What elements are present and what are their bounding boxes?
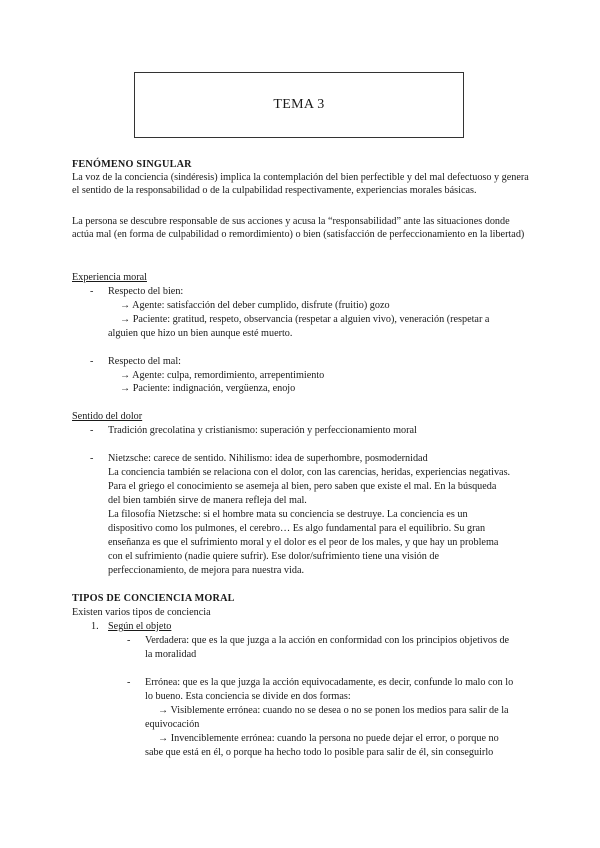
nietzsche-line-9: perfeccionamiento, de mejora para nuestra vida. <box>108 565 305 576</box>
title-box <box>134 72 464 138</box>
paragraph-responsabilidad: La persona se descubre responsable de sus acciones y acusa la “responsabilidad” ante las situaciones donde actúa mal (en forma de culpabilidad o remordimiento) o bien (satisfacción de perfeccionamiento en la libertad) <box>72 216 525 241</box>
bullet-dash: - <box>127 635 131 646</box>
bullet-dash: - <box>127 677 131 688</box>
bullet-respecto-mal: Respecto del mal: <box>108 356 181 367</box>
nietzsche-line-5: La filosofía Nietzsche: si el hombre mata su conciencia se destruye. La conciencia es un <box>108 509 468 520</box>
erronea-line-1: Errónea: que es la que juzga la acción equivocadamente, es decir, confunde lo malo con lo <box>145 677 514 688</box>
nietzsche-line-4: del bien también sirve de manera refleja del mal. <box>108 495 307 506</box>
nietzsche-line-1: Nietzsche: carece de sentido. Nihilismo: idea de superhombre, posmodernidad <box>108 453 428 464</box>
tipos-intro: Existen varios tipos de conciencia <box>72 607 211 618</box>
nietzsche-line-7: enseñanza es que el sufrimiento moral y el dolor es el peor de los males, y que hay un problema <box>108 537 499 548</box>
bullet-respecto-bien: Respecto del bien: <box>108 286 184 297</box>
bullet-dash: - <box>90 286 94 297</box>
visiblemente-erronea-line-2: equivocación <box>145 719 200 730</box>
nietzsche-line-8: con el sufrimiento (nadie quiere sufrir). Ese dolor/sufrimiento tiene una visión de <box>108 551 439 562</box>
section-heading-tipos: TIPOS DE CONCIENCIA MORAL <box>72 593 235 604</box>
page-title: TEMA 3 <box>273 97 325 113</box>
nietzsche-line-6: dispositivo como los pulmones, el cerebro… Es algo fundamental para el equilibrio. Su gran <box>108 523 486 534</box>
invenciblemente-erronea-line-1: → Invenciblemente errónea: cuando la persona no puede dejar el error, o porque no <box>158 733 499 744</box>
verdadera-line-2: la moralidad <box>145 649 197 660</box>
section-heading-experiencia: Experiencia moral <box>72 272 147 283</box>
mal-paciente-line: → Paciente: indignación, vergüenza, enojo <box>120 383 296 394</box>
erronea-line-2: lo bueno. Esta conciencia se divide en dos formas: <box>145 691 351 702</box>
visiblemente-erronea-line-1: → Visiblemente errónea: cuando no se desea o no se ponen los medios para salir de la <box>158 705 509 716</box>
bullet-dash: - <box>90 453 94 464</box>
bullet-tradicion: Tradición grecolatina y cristianismo: superación y perfeccionamiento moral <box>108 425 417 436</box>
section-heading-fenomeno: FENÓMENO SINGULAR <box>72 159 192 170</box>
section-heading-dolor: Sentido del dolor <box>72 411 143 422</box>
nietzsche-line-3: Para el griego el conocimiento se asemeja al bien, pero saben que existe el mal. En la búsqueda <box>108 481 497 492</box>
bullet-dash: - <box>90 425 94 436</box>
list-item-segun-objeto: Según el objeto <box>108 621 172 632</box>
bullet-dash: - <box>90 356 94 367</box>
bien-agente-line: → Agente: satisfacción del deber cumplido, disfrute (fruitio) gozo <box>120 300 390 311</box>
bien-paciente-line-2: alguien que hizo un bien aunque esté muerto. <box>108 328 293 339</box>
paragraph-sinderesis: La voz de la conciencia (sindéresis) implica la contemplación del bien perfectible y del mal defectuoso y genera el sentido de la responsabilidad o de la culpabilidad respectivamente, experiencias morales básicas. <box>72 172 529 197</box>
mal-agente-line: → Agente: culpa, remordimiento, arrepentimiento <box>120 370 325 381</box>
list-number: 1. <box>91 621 99 632</box>
verdadera-line-1: Verdadera: que es la que juzga a la acción en conformidad con los principios objetivos de <box>145 635 510 646</box>
nietzsche-line-2: La conciencia también se relaciona con el dolor, con las carencias, heridas, experiencias negativas. <box>108 467 511 478</box>
bien-paciente-line-1: → Paciente: gratitud, respeto, observancia (respetar a alguien vivo), veneración (respetar a <box>120 314 490 325</box>
invenciblemente-erronea-line-2: sabe que está en él, o porque ha hecho todo lo posible para salir de él, sin conseguirlo <box>145 747 494 758</box>
